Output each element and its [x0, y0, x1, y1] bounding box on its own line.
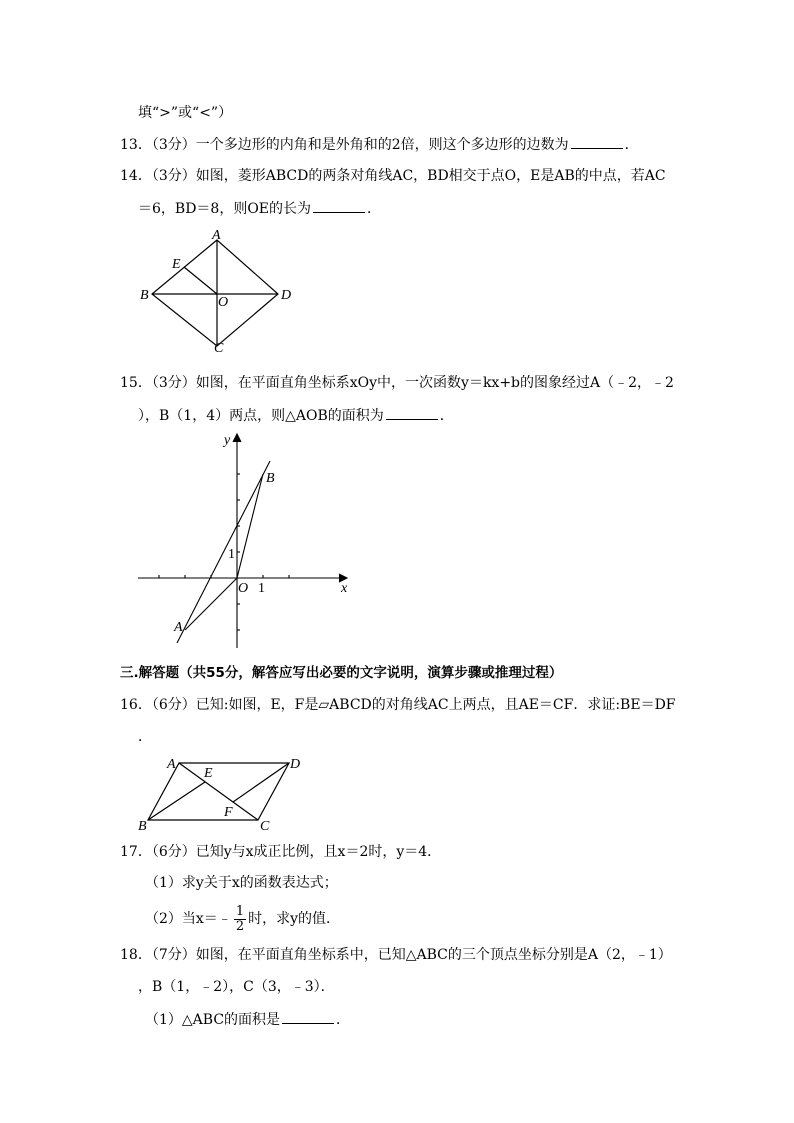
label-b: B: [266, 471, 275, 486]
rhombus-figure: [130, 228, 310, 358]
question-score: （6分）: [151, 697, 196, 713]
answer-blank[interactable]: [571, 134, 623, 149]
question-17-sub-2: （2）当x＝﹣ $\frac{1}{2}$ 时，求y的值．: [145, 903, 341, 934]
question-16-line-2: ．: [138, 729, 152, 745]
segment-df: [233, 763, 289, 802]
label-f: F: [224, 805, 233, 820]
fraction: $\frac{1}{2}$: [235, 903, 245, 934]
question-15-line-1: [120, 373, 674, 393]
question-score: （3分）: [151, 375, 196, 391]
function-line: [177, 461, 270, 643]
label-a: A: [174, 620, 183, 635]
question-17-line-1: [120, 842, 441, 862]
segment-be: [148, 782, 205, 820]
question-score: （3分）: [151, 168, 196, 184]
label-d: D: [290, 757, 301, 772]
question-text: 如图，在平面直角坐标系xOy中，一次函数y＝kx+b的图象经过A（﹣2，﹣2: [195, 375, 674, 391]
question-16-line-1: [120, 695, 676, 715]
label-x: x: [341, 581, 348, 596]
question-score: （3分）: [151, 137, 196, 153]
answer-blank[interactable]: [313, 198, 365, 213]
label-c: C: [260, 819, 270, 834]
label-o: O: [238, 581, 249, 596]
label-c: C: [214, 341, 224, 356]
question-text: 已知:如图，E，F是▱ABCD的对角线AC上两点，且AE＝CF．求证:BE＝DF: [195, 697, 676, 713]
question-13: 13．（3分）一个多边形的内角和是外角和的2倍，则这个多边形的边数为 ．: [120, 134, 639, 155]
label-o: O: [218, 295, 229, 310]
y-axis-arrow: [233, 434, 241, 442]
label-d: D: [281, 288, 292, 303]
label-y: y: [224, 433, 231, 448]
question-text: 如图，在平面直角坐标系中，已知△ABC的三个顶点坐标分别是A（2，﹣1）: [195, 947, 672, 963]
question-17-sub-1: （1）求y关于x的函数表达式；: [145, 875, 338, 891]
segment-oe: [184, 267, 217, 294]
question-number: 14．: [120, 168, 152, 184]
label-a: A: [167, 757, 176, 772]
segment-ob: [237, 474, 263, 578]
question-number: 16．: [120, 697, 152, 713]
answer-blank[interactable]: [282, 1009, 334, 1024]
question-number: 17．: [120, 844, 152, 860]
coordinate-figure: [130, 428, 360, 658]
section-3-heading: 三.解答题（共55分，解答应写出必要的文字说明，演算步骤或推理过程）: [120, 665, 563, 681]
question-14-line-2: ＝6，BD＝8，则OE的长为 ．: [138, 198, 381, 219]
question-14-line-1: [120, 166, 666, 186]
q12-tail: 填“>”或“<”）: [138, 105, 233, 121]
label-e: E: [172, 257, 181, 272]
answer-blank[interactable]: [386, 405, 438, 420]
parallelogram-figure: [134, 752, 314, 834]
label-a: A: [212, 228, 221, 243]
question-18-line-2: ，B（1，﹣2），C（3，﹣3）．: [138, 979, 335, 995]
question-number: 15．: [120, 375, 152, 391]
label-one-x: 1: [258, 581, 265, 596]
label-b: B: [138, 819, 147, 834]
question-18-sub-1: （1）△ABC的面积是 ．: [145, 1009, 350, 1030]
label-one-y: 1: [228, 547, 235, 562]
question-score: （7分）: [151, 947, 196, 963]
question-15-line-2: ），B（1，4）两点，则△AOB的面积为 ．: [138, 405, 454, 426]
question-number: 13．: [120, 137, 152, 153]
question-text: 已知y与x成正比例，且x＝2时，y＝4．: [195, 844, 442, 860]
question-number: 18．: [120, 947, 152, 963]
label-b: B: [140, 288, 149, 303]
question-18-line-1: [120, 945, 672, 965]
question-text: 如图，菱形ABCD的两条对角线AC，BD相交于点O，E是AB的中点，若AC: [195, 168, 666, 184]
question-score: （6分）: [151, 844, 196, 860]
label-e: E: [204, 766, 213, 781]
question-text: 一个多边形的内角和是外角和的2倍，则这个多边形的边数为: [195, 137, 569, 153]
segment-oa: [185, 578, 237, 630]
